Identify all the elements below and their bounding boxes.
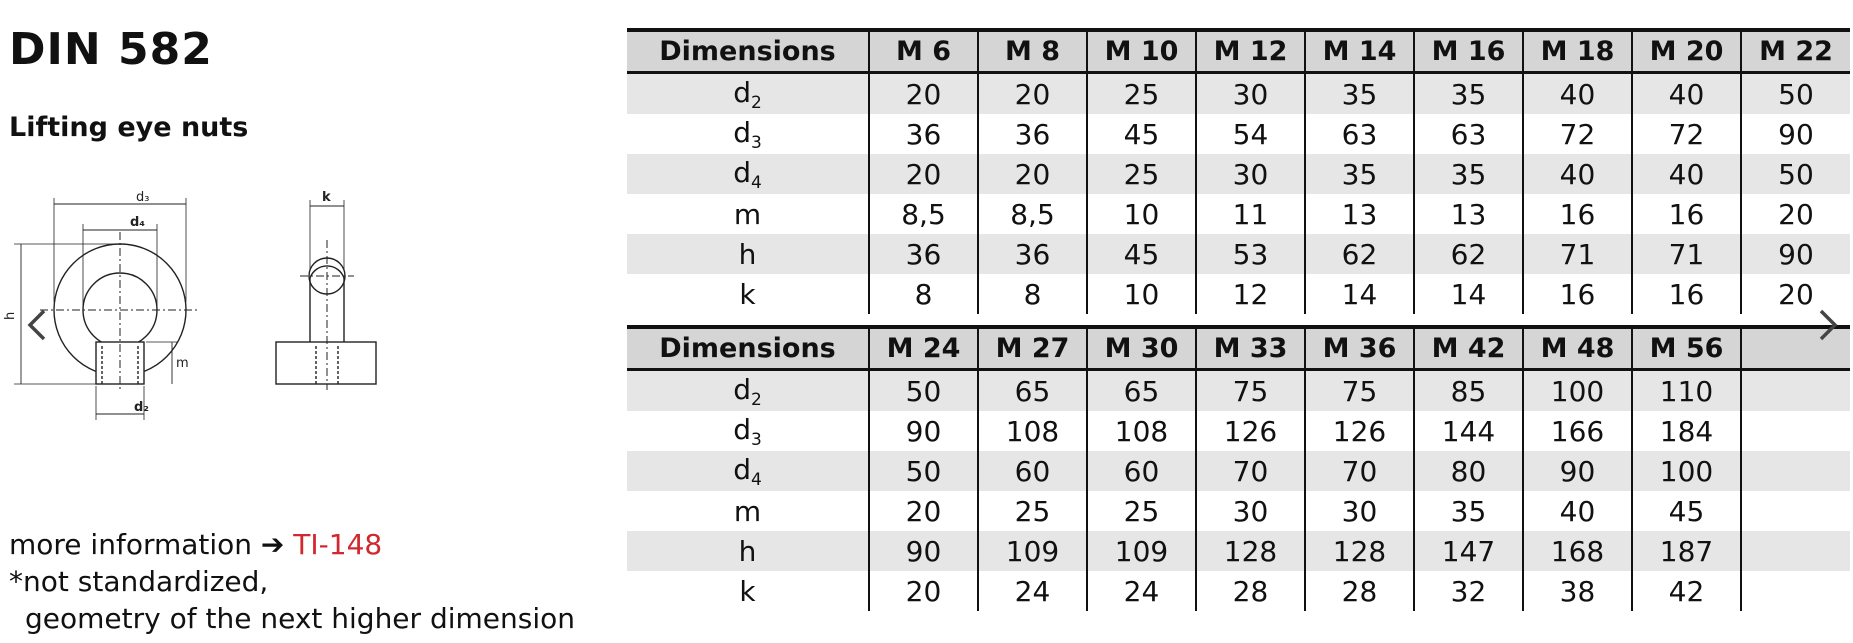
chevron-left-icon <box>26 308 48 342</box>
table-cell: 30 <box>1196 73 1305 115</box>
column-header: M 8 <box>978 30 1087 73</box>
row-label <box>627 451 869 491</box>
info-block <box>9 526 575 637</box>
table-cell: 35 <box>1305 154 1414 194</box>
table-cell: 62 <box>1414 234 1523 274</box>
row-label <box>627 154 869 194</box>
table-cell: 128 <box>1196 531 1305 571</box>
column-header: M 10 <box>1087 30 1196 73</box>
table-cell: 90 <box>1523 451 1632 491</box>
table-cell: 14 <box>1414 274 1523 315</box>
table-cell: 70 <box>1196 451 1305 491</box>
table-row <box>627 491 1850 531</box>
table-cell: 50 <box>1741 73 1850 115</box>
row-label-subscript: 3 <box>750 429 762 450</box>
drawing-label-d2: d₂ <box>134 400 149 415</box>
table-cell: 28 <box>1196 571 1305 612</box>
table-cell: 36 <box>978 234 1087 274</box>
row-label-symbol: h <box>738 237 757 271</box>
column-header: M 36 <box>1305 327 1414 370</box>
table-cell: 80 <box>1414 451 1523 491</box>
row-label-subscript: 4 <box>750 172 762 193</box>
table-cell: 20 <box>869 491 978 531</box>
table-cell: 10 <box>1087 274 1196 315</box>
table-cell: 187 <box>1632 531 1741 571</box>
table-cell: 184 <box>1632 411 1741 451</box>
table-cell: 20 <box>869 154 978 194</box>
table-cell: 38 <box>1523 571 1632 612</box>
table-cell: 40 <box>1632 73 1741 115</box>
table-row <box>627 411 1850 451</box>
table-cell: 54 <box>1196 114 1305 154</box>
row-label <box>627 571 869 612</box>
column-header: M 20 <box>1632 30 1741 73</box>
row-label-symbol: h <box>738 534 757 568</box>
row-label <box>627 531 869 571</box>
row-label-symbol: m <box>733 494 762 528</box>
table-header-row <box>627 327 1850 370</box>
table-cell: 16 <box>1523 194 1632 234</box>
table-cell: 168 <box>1523 531 1632 571</box>
column-header: M 30 <box>1087 327 1196 370</box>
column-header: M 12 <box>1196 30 1305 73</box>
page-subtitle: Lifting eye nuts <box>9 112 249 143</box>
column-header: M 6 <box>869 30 978 73</box>
table-cell: 110 <box>1632 370 1741 412</box>
table-cell: 25 <box>978 491 1087 531</box>
table-cell: 20 <box>869 571 978 612</box>
table-row <box>627 274 1850 315</box>
table-cell: 72 <box>1523 114 1632 154</box>
table-cell: 24 <box>1087 571 1196 612</box>
technical-drawing <box>0 190 380 500</box>
table-cell: 166 <box>1523 411 1632 451</box>
table-row <box>627 370 1850 412</box>
table-cell: 109 <box>1087 531 1196 571</box>
table-cell: 65 <box>978 370 1087 412</box>
corner-header: Dimensions <box>627 327 869 370</box>
table-row <box>627 451 1850 491</box>
table-cell: 45 <box>1087 234 1196 274</box>
table-cell: 30 <box>1196 154 1305 194</box>
row-label <box>627 274 869 315</box>
ti-148-link[interactable]: TI-148 <box>293 528 383 561</box>
table-cell: 63 <box>1305 114 1414 154</box>
table-cell: 90 <box>1778 117 1814 151</box>
footnote-line-1: *not standardized, <box>9 565 269 598</box>
table-cell: 71 <box>1523 234 1632 274</box>
row-label <box>627 491 869 531</box>
column-header: M 16 <box>1414 30 1523 73</box>
table-cell: 13 <box>1414 194 1523 234</box>
row-label <box>627 411 869 451</box>
table-cell: 109 <box>978 531 1087 571</box>
row-label-subscript: 2 <box>750 389 762 410</box>
carousel-next-button[interactable] <box>1808 305 1848 345</box>
table-cell: 35 <box>1305 73 1414 115</box>
row-label-symbol: d <box>733 412 751 446</box>
drawing-label-d3: d₃ <box>136 190 150 205</box>
row-label <box>627 194 869 234</box>
table-cell: 42 <box>1632 571 1741 612</box>
table-cell <box>1741 571 1850 612</box>
more-information-line <box>9 526 575 563</box>
carousel-prev-button[interactable] <box>17 305 57 345</box>
column-header: M 33 <box>1196 327 1305 370</box>
table-cell: 8 <box>869 274 978 315</box>
table-cell <box>1741 531 1850 571</box>
table-cell: 20 <box>978 73 1087 115</box>
table-cell: 20 <box>978 154 1087 194</box>
chevron-right-icon <box>1817 308 1839 342</box>
row-label-subscript: 3 <box>750 132 762 153</box>
table-cell: 25 <box>1087 154 1196 194</box>
table-cell: 147 <box>1414 531 1523 571</box>
table-cell: 75 <box>1196 370 1305 412</box>
drawing-label-m: m <box>176 356 189 371</box>
table-cell: 13 <box>1305 194 1414 234</box>
table-cell: 16 <box>1632 194 1741 234</box>
table-cell: 8 <box>978 274 1087 315</box>
table-cell: 25 <box>1087 491 1196 531</box>
table-cell: 8,5 <box>978 194 1087 234</box>
table-cell: 40 <box>1632 154 1741 194</box>
table-cell: 128 <box>1305 531 1414 571</box>
table-cell: 100 <box>1632 451 1741 491</box>
table-cell: 100 <box>1523 370 1632 412</box>
table-cell: 20 <box>1741 274 1850 315</box>
page-title: DIN 582 <box>9 24 213 75</box>
column-header: M 48 <box>1523 327 1632 370</box>
table-cell: 40 <box>1523 73 1632 115</box>
table-cell <box>1741 491 1850 531</box>
table-cell: 85 <box>1414 370 1523 412</box>
table-row <box>627 194 1850 234</box>
row-label-subscript: 2 <box>750 92 762 113</box>
column-header: M 56 <box>1632 327 1741 370</box>
table-cell: 11 <box>1196 194 1305 234</box>
table-cell: 36 <box>869 234 978 274</box>
row-label-symbol: k <box>739 277 756 311</box>
table-cell: 62 <box>1305 234 1414 274</box>
table-cell: 63 <box>1414 114 1523 154</box>
table-row <box>627 571 1850 612</box>
row-label <box>627 114 869 154</box>
table-row <box>627 234 1850 274</box>
row-label-symbol: d <box>733 75 751 109</box>
table-cell: 36 <box>869 114 978 154</box>
table-row <box>627 154 1850 194</box>
table-cell: 60 <box>978 451 1087 491</box>
table-cell: 90 <box>1741 234 1850 274</box>
table-cell: 36 <box>978 114 1087 154</box>
dimensions-table-1 <box>627 28 1850 316</box>
table-cell: 25 <box>1087 73 1196 115</box>
table-row <box>627 73 1850 115</box>
row-label-subscript: 4 <box>750 469 762 490</box>
table-cell: 53 <box>1196 234 1305 274</box>
table-cell: 35 <box>1414 154 1523 194</box>
table-cell: 28 <box>1305 571 1414 612</box>
column-header: M 22 <box>1741 30 1850 73</box>
table-row <box>627 531 1850 571</box>
table-cell: 35 <box>1414 73 1523 115</box>
table-cell: 40 <box>1523 154 1632 194</box>
footnote-line-2: geometry of the next higher dimension <box>25 602 575 635</box>
table-cell <box>1741 370 1850 412</box>
table-cell: 50 <box>869 451 978 491</box>
table-cell: 12 <box>1196 274 1305 315</box>
table-cell: 108 <box>978 411 1087 451</box>
row-label <box>627 73 869 115</box>
row-label-symbol: d <box>733 452 751 486</box>
table-cell: 50 <box>1741 154 1850 194</box>
more-information-text: more information ➔ <box>9 528 294 561</box>
table-cell: 45 <box>1087 114 1196 154</box>
table-cell: 10 <box>1087 194 1196 234</box>
table-cell: 45 <box>1632 491 1741 531</box>
table-cell: 50 <box>869 370 978 412</box>
table-cell: 90 <box>869 411 978 451</box>
table-cell: 60 <box>1087 451 1196 491</box>
table-cell <box>1741 451 1850 491</box>
column-header: M 42 <box>1414 327 1523 370</box>
corner-header: Dimensions <box>627 30 869 73</box>
table-cell: 30 <box>1305 491 1414 531</box>
table-cell: 90 <box>869 531 978 571</box>
table-cell: 14 <box>1305 274 1414 315</box>
row-label-symbol: d <box>733 372 751 406</box>
table-cell: 35 <box>1414 491 1523 531</box>
table-cell: 20 <box>869 73 978 115</box>
table-cell: 24 <box>978 571 1087 612</box>
column-header: M 18 <box>1523 30 1632 73</box>
drawing-label-k: k <box>322 190 331 205</box>
table-cell: 20 <box>1778 197 1814 231</box>
column-header: M 14 <box>1305 30 1414 73</box>
row-label <box>627 234 869 274</box>
table-cell: 16 <box>1523 274 1632 315</box>
table-cell: 32 <box>1414 571 1523 612</box>
table-cell: 108 <box>1087 411 1196 451</box>
table-header-row <box>627 30 1850 73</box>
table-cell: 70 <box>1305 451 1414 491</box>
table-cell: 75 <box>1305 370 1414 412</box>
table-cell: 126 <box>1196 411 1305 451</box>
row-label-symbol: d <box>733 155 751 189</box>
column-header: M 27 <box>978 327 1087 370</box>
table-cell: 16 <box>1632 274 1741 315</box>
table-cell: 40 <box>1523 491 1632 531</box>
row-label-symbol: d <box>733 115 751 149</box>
table-cell: 30 <box>1196 491 1305 531</box>
drawing-label-d4: d₄ <box>130 215 145 230</box>
column-header: M 24 <box>869 327 978 370</box>
drawing-label-h: h <box>3 311 18 320</box>
row-label-symbol: m <box>733 197 762 231</box>
table-cell: 71 <box>1632 234 1741 274</box>
table-cell: 126 <box>1305 411 1414 451</box>
dimensions-table-2 <box>627 325 1850 613</box>
table-row <box>627 114 1850 154</box>
table-cell: 72 <box>1632 114 1741 154</box>
row-label <box>627 370 869 412</box>
table-cell: 8,5 <box>869 194 978 234</box>
table-cell: 65 <box>1087 370 1196 412</box>
table-cell: 144 <box>1414 411 1523 451</box>
row-label-symbol: k <box>739 574 756 608</box>
table-cell <box>1741 411 1850 451</box>
